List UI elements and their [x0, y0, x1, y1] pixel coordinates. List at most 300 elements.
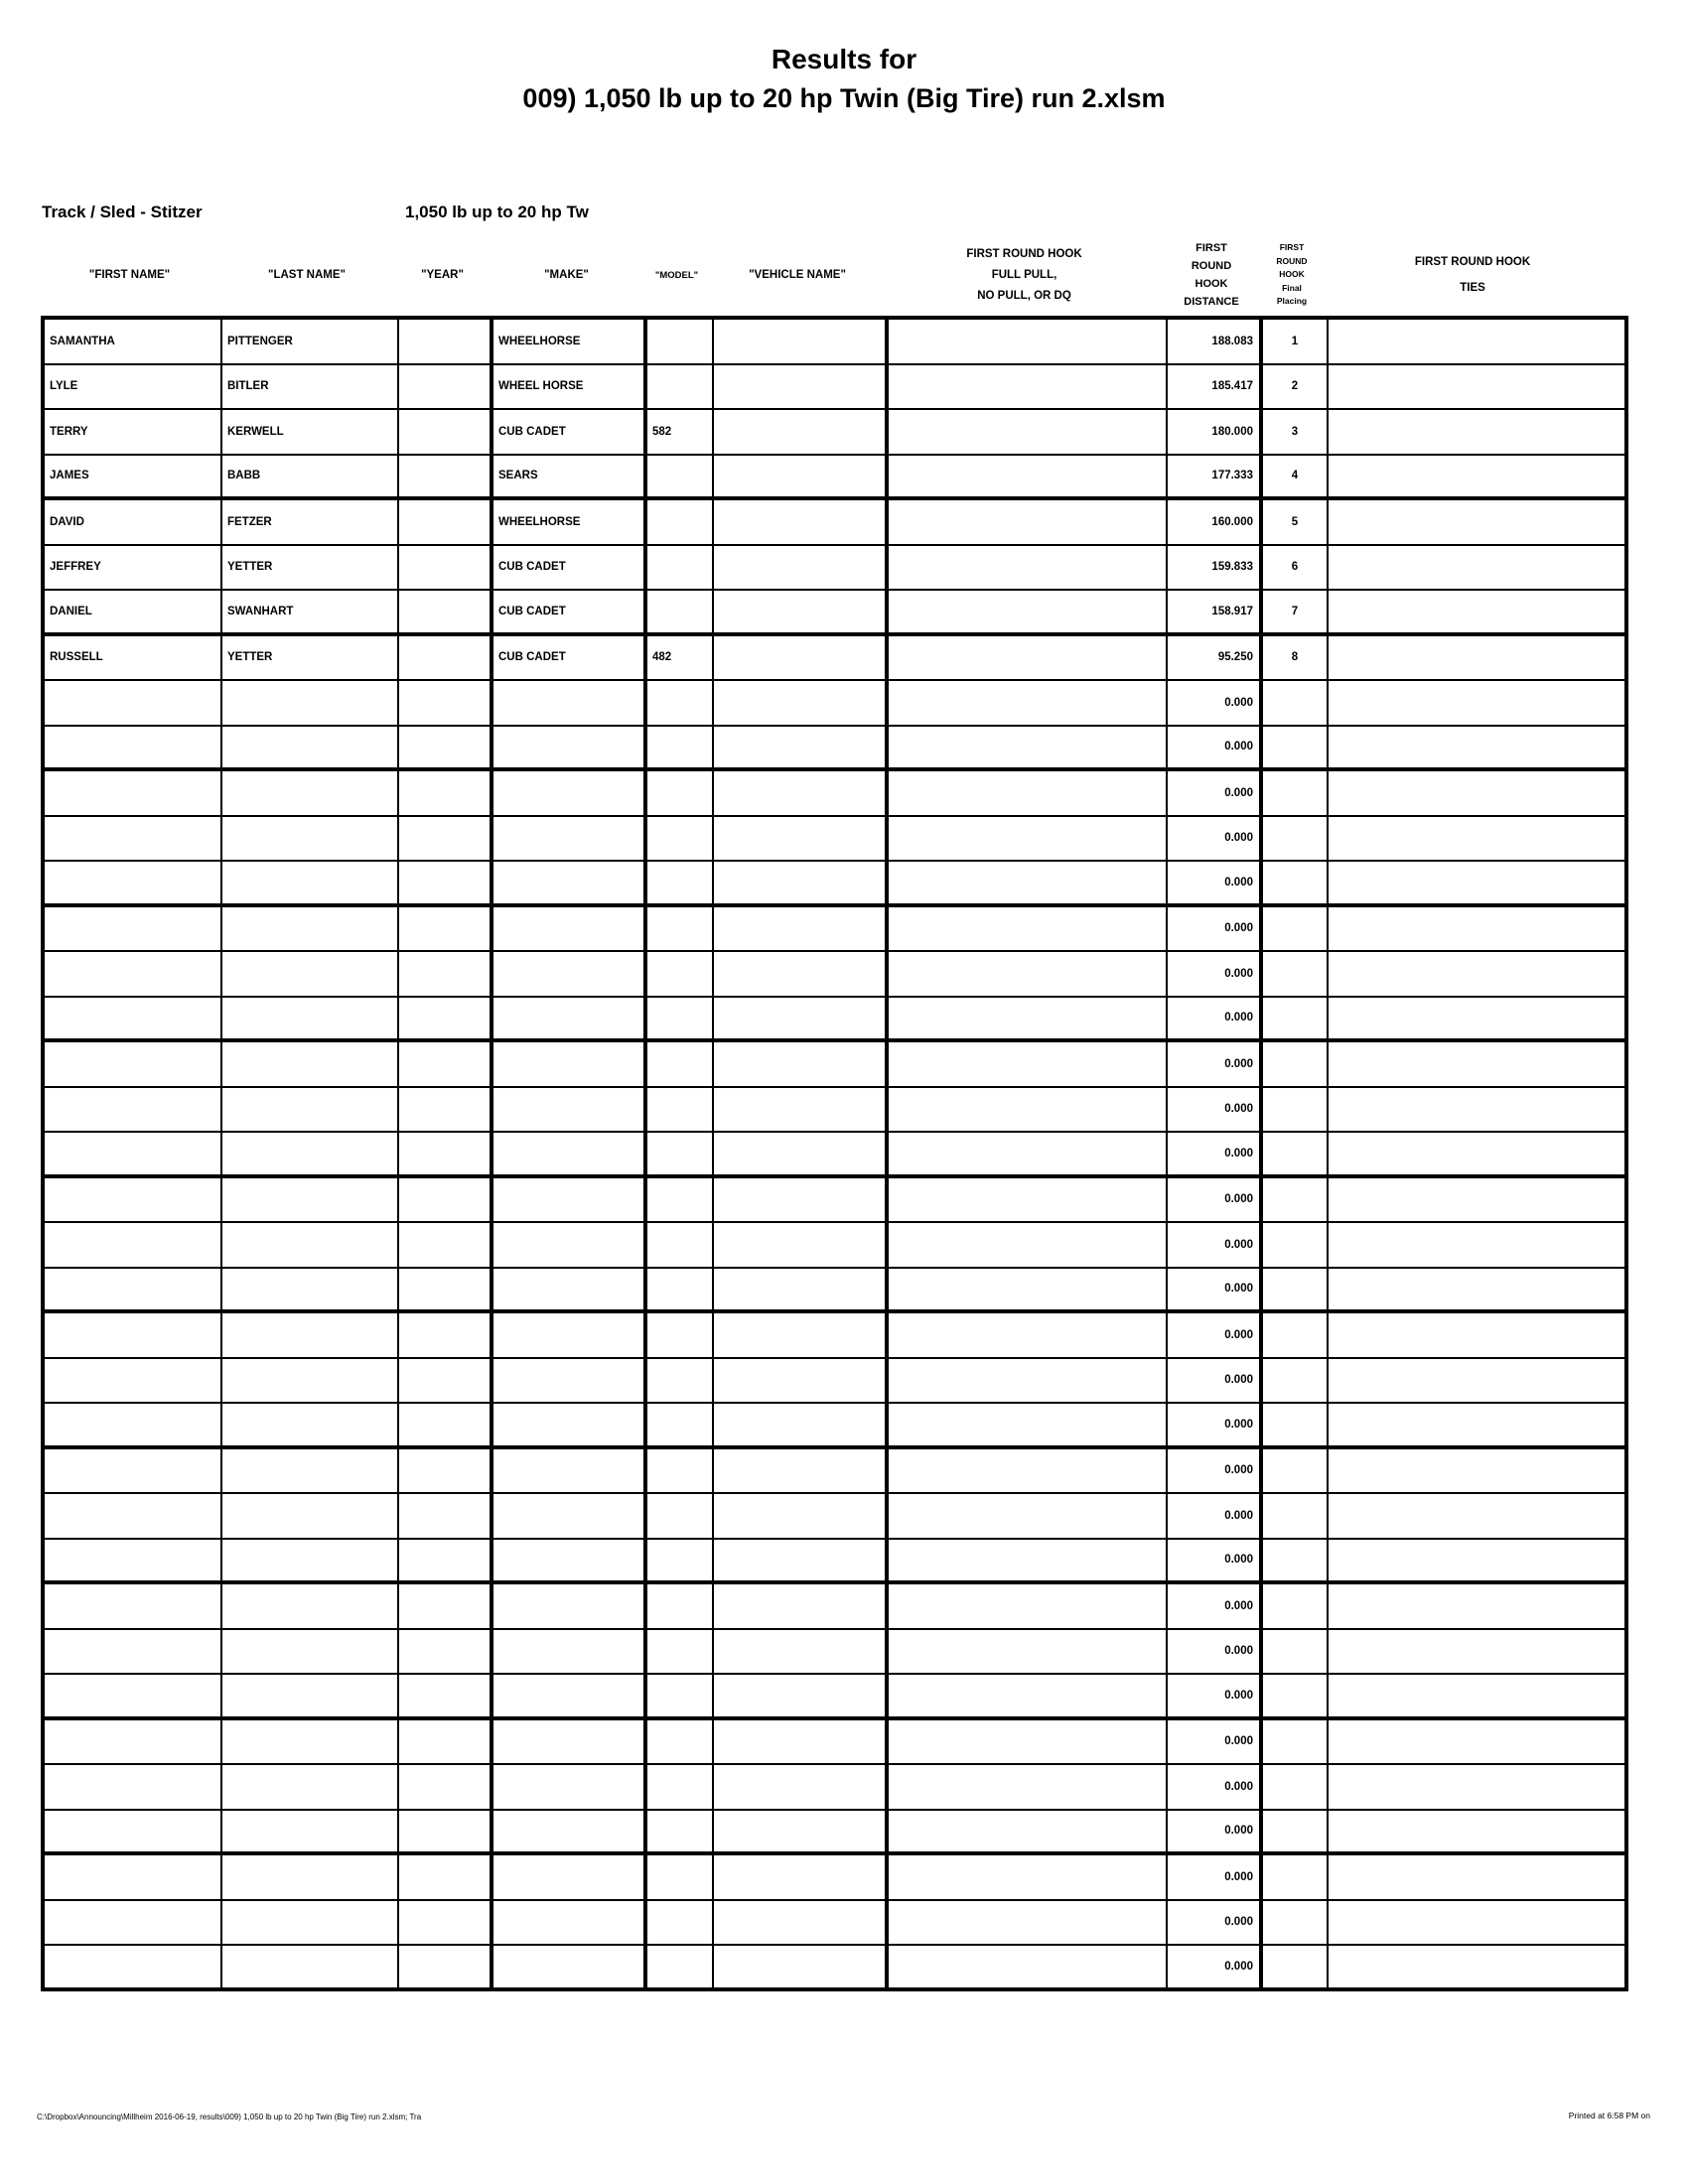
cell-distance: 0.000	[1168, 1765, 1263, 1809]
cell-year	[399, 1269, 493, 1310]
cell-placing	[1263, 1720, 1329, 1764]
cell-full-pull	[889, 365, 1168, 409]
cell-placing	[1263, 862, 1329, 903]
cell-distance: 0.000	[1168, 1178, 1263, 1222]
column-header-placing	[1259, 232, 1325, 318]
cell-year	[399, 771, 493, 815]
table-row	[45, 1630, 1624, 1676]
cell-make: WHEEL HORSE	[493, 365, 647, 409]
column-header-line: ROUND	[1276, 255, 1308, 266]
cell-year	[399, 998, 493, 1039]
cell-ties	[1329, 1855, 1624, 1899]
table-row	[45, 1811, 1624, 1856]
cell-ties	[1329, 1133, 1624, 1174]
cell-first-name	[45, 1313, 222, 1357]
cell-vehicle-name	[714, 1133, 889, 1174]
cell-last-name	[222, 817, 399, 861]
cell-placing	[1263, 727, 1329, 768]
results-table	[41, 316, 1628, 1991]
cell-first-name	[45, 1901, 222, 1945]
cell-placing	[1263, 1133, 1329, 1174]
file-title: 009) 1,050 lb up to 20 hp Twin (Big Tire) run 2.xlsm	[522, 83, 1166, 113]
cell-ties	[1329, 1269, 1624, 1310]
cell-ties	[1329, 1088, 1624, 1132]
cell-make	[493, 1811, 647, 1852]
cell-model	[647, 1946, 714, 1987]
table-header-row	[41, 232, 1620, 318]
cell-last-name	[222, 1359, 399, 1403]
cell-distance: 0.000	[1168, 1042, 1263, 1086]
cell-full-pull	[889, 410, 1168, 454]
cell-first-name	[45, 998, 222, 1039]
cell-year	[399, 1223, 493, 1267]
cell-make	[493, 1359, 647, 1403]
cell-model: 582	[647, 410, 714, 454]
cell-ties	[1329, 636, 1624, 680]
table-row	[45, 1313, 1624, 1359]
cell-model	[647, 500, 714, 544]
cell-distance: 0.000	[1168, 1584, 1263, 1628]
cell-last-name	[222, 1765, 399, 1809]
cell-distance: 177.333	[1168, 456, 1263, 497]
cell-year	[399, 681, 493, 725]
cell-model	[647, 727, 714, 768]
cell-first-name: JAMES	[45, 456, 222, 497]
cell-ties	[1329, 1404, 1624, 1445]
cell-full-pull	[889, 1088, 1168, 1132]
cell-model	[647, 907, 714, 951]
cell-vehicle-name	[714, 410, 889, 454]
table-row	[45, 998, 1624, 1043]
cell-last-name	[222, 952, 399, 996]
cell-vehicle-name	[714, 1540, 889, 1581]
cell-vehicle-name	[714, 1765, 889, 1809]
cell-year	[399, 591, 493, 632]
cell-full-pull	[889, 1133, 1168, 1174]
cell-placing: 5	[1263, 500, 1329, 544]
cell-make	[493, 1042, 647, 1086]
table-row	[45, 862, 1624, 907]
cell-vehicle-name	[714, 546, 889, 590]
cell-full-pull	[889, 320, 1168, 363]
cell-year	[399, 907, 493, 951]
cell-year	[399, 1494, 493, 1538]
cell-model	[647, 1765, 714, 1809]
cell-ties	[1329, 1630, 1624, 1674]
cell-model	[647, 1540, 714, 1581]
cell-full-pull	[889, 1223, 1168, 1267]
cell-full-pull	[889, 1855, 1168, 1899]
cell-ties	[1329, 681, 1624, 725]
cell-vehicle-name	[714, 1404, 889, 1445]
cell-first-name	[45, 1540, 222, 1581]
cell-model	[647, 1404, 714, 1445]
cell-make: WHEELHORSE	[493, 320, 647, 363]
cell-placing	[1263, 1584, 1329, 1628]
column-header-make	[490, 232, 643, 318]
cell-last-name	[222, 681, 399, 725]
cell-make	[493, 1675, 647, 1716]
cell-last-name	[222, 1449, 399, 1493]
cell-distance: 0.000	[1168, 1133, 1263, 1174]
cell-ties	[1329, 546, 1624, 590]
cell-model	[647, 1720, 714, 1764]
cell-last-name	[222, 1223, 399, 1267]
cell-last-name	[222, 862, 399, 903]
cell-make	[493, 1720, 647, 1764]
cell-year	[399, 410, 493, 454]
cell-ties	[1329, 1313, 1624, 1357]
column-header-line: "LAST NAME"	[268, 269, 346, 281]
cell-placing	[1263, 1494, 1329, 1538]
cell-full-pull	[889, 1946, 1168, 1987]
column-header-line: DISTANCE	[1184, 296, 1239, 308]
cell-year	[399, 1088, 493, 1132]
cell-placing	[1263, 1540, 1329, 1581]
cell-last-name	[222, 1675, 399, 1716]
column-header-line: FULL PULL,	[991, 268, 1057, 281]
cell-placing	[1263, 998, 1329, 1039]
cell-model	[647, 1901, 714, 1945]
cell-model	[647, 591, 714, 632]
cell-full-pull	[889, 1540, 1168, 1581]
column-header-distance	[1164, 232, 1259, 318]
cell-placing	[1263, 1359, 1329, 1403]
cell-full-pull	[889, 771, 1168, 815]
footer-printed-at: Printed at 6:58 PM on	[1568, 2111, 1650, 2120]
cell-placing	[1263, 1855, 1329, 1899]
table-row	[45, 365, 1624, 411]
cell-full-pull	[889, 1359, 1168, 1403]
cell-first-name	[45, 1449, 222, 1493]
cell-make: WHEELHORSE	[493, 500, 647, 544]
cell-last-name	[222, 1855, 399, 1899]
cell-first-name	[45, 817, 222, 861]
cell-year	[399, 365, 493, 409]
cell-ties	[1329, 1811, 1624, 1852]
cell-last-name	[222, 1901, 399, 1945]
cell-model	[647, 365, 714, 409]
cell-first-name	[45, 1223, 222, 1267]
cell-vehicle-name	[714, 1269, 889, 1310]
cell-model: 482	[647, 636, 714, 680]
cell-last-name	[222, 1088, 399, 1132]
cell-placing: 7	[1263, 591, 1329, 632]
table-row	[45, 1088, 1624, 1134]
cell-vehicle-name	[714, 320, 889, 363]
cell-last-name	[222, 1630, 399, 1674]
cell-year	[399, 862, 493, 903]
cell-full-pull	[889, 1630, 1168, 1674]
cell-vehicle-name	[714, 1584, 889, 1628]
cell-year	[399, 546, 493, 590]
cell-year	[399, 952, 493, 996]
cell-first-name: JEFFREY	[45, 546, 222, 590]
cell-distance: 0.000	[1168, 1675, 1263, 1716]
cell-distance: 0.000	[1168, 862, 1263, 903]
table-row	[45, 591, 1624, 636]
cell-vehicle-name	[714, 1901, 889, 1945]
cell-placing	[1263, 1901, 1329, 1945]
cell-model	[647, 1584, 714, 1628]
cell-vehicle-name	[714, 365, 889, 409]
cell-vehicle-name	[714, 500, 889, 544]
cell-full-pull	[889, 1313, 1168, 1357]
cell-vehicle-name	[714, 1811, 889, 1852]
cell-ties	[1329, 771, 1624, 815]
cell-vehicle-name	[714, 1449, 889, 1493]
cell-year	[399, 456, 493, 497]
cell-vehicle-name	[714, 1675, 889, 1716]
column-header-last-name	[218, 232, 395, 318]
table-row	[45, 636, 1624, 682]
cell-distance: 0.000	[1168, 1540, 1263, 1581]
cell-first-name: LYLE	[45, 365, 222, 409]
cell-distance: 158.917	[1168, 591, 1263, 632]
cell-first-name	[45, 681, 222, 725]
cell-first-name: SAMANTHA	[45, 320, 222, 363]
cell-ties	[1329, 320, 1624, 363]
table-row	[45, 1359, 1624, 1405]
table-row	[45, 1765, 1624, 1811]
cell-make	[493, 1178, 647, 1222]
cell-ties	[1329, 1720, 1624, 1764]
column-header-vehicle-name	[710, 232, 885, 318]
cell-placing: 4	[1263, 456, 1329, 497]
cell-vehicle-name	[714, 952, 889, 996]
cell-placing	[1263, 1088, 1329, 1132]
table-row	[45, 1223, 1624, 1269]
cell-ties	[1329, 1042, 1624, 1086]
column-header-line: Final	[1282, 282, 1302, 293]
cell-model	[647, 771, 714, 815]
cell-full-pull	[889, 500, 1168, 544]
cell-distance: 0.000	[1168, 1630, 1263, 1674]
cell-first-name: RUSSELL	[45, 636, 222, 680]
cell-last-name	[222, 1540, 399, 1581]
cell-year	[399, 1675, 493, 1716]
cell-first-name	[45, 1720, 222, 1764]
column-header-full-pull	[885, 232, 1164, 318]
cell-distance: 0.000	[1168, 1404, 1263, 1445]
cell-year	[399, 1133, 493, 1174]
cell-year	[399, 1042, 493, 1086]
cell-last-name	[222, 1404, 399, 1445]
cell-placing: 6	[1263, 546, 1329, 590]
cell-vehicle-name	[714, 1720, 889, 1764]
cell-distance: 0.000	[1168, 1223, 1263, 1267]
cell-first-name	[45, 1946, 222, 1987]
cell-placing	[1263, 1404, 1329, 1445]
cell-model	[647, 1269, 714, 1310]
cell-make	[493, 1540, 647, 1581]
cell-first-name	[45, 727, 222, 768]
cell-vehicle-name	[714, 862, 889, 903]
cell-make	[493, 998, 647, 1039]
cell-last-name	[222, 998, 399, 1039]
cell-make	[493, 1133, 647, 1174]
cell-ties	[1329, 998, 1624, 1039]
cell-distance: 0.000	[1168, 1901, 1263, 1945]
cell-ties	[1329, 365, 1624, 409]
cell-placing	[1263, 1630, 1329, 1674]
cell-vehicle-name	[714, 1178, 889, 1222]
cell-year	[399, 1359, 493, 1403]
cell-distance: 160.000	[1168, 500, 1263, 544]
cell-distance: 0.000	[1168, 771, 1263, 815]
cell-year	[399, 1720, 493, 1764]
column-header-line: HOOK	[1195, 278, 1228, 290]
column-header-line: FIRST	[1279, 242, 1305, 253]
cell-distance: 180.000	[1168, 410, 1263, 454]
cell-distance: 0.000	[1168, 1855, 1263, 1899]
cell-model	[647, 817, 714, 861]
cell-placing	[1263, 771, 1329, 815]
column-header-line: "VEHICLE NAME"	[749, 269, 846, 281]
column-header-first-name	[41, 232, 218, 318]
cell-vehicle-name	[714, 1223, 889, 1267]
cell-placing: 1	[1263, 320, 1329, 363]
cell-year	[399, 1811, 493, 1852]
cell-last-name: SWANHART	[222, 591, 399, 632]
cell-distance: 0.000	[1168, 1313, 1263, 1357]
cell-model	[647, 1313, 714, 1357]
cell-make	[493, 727, 647, 768]
cell-first-name	[45, 1811, 222, 1852]
cell-first-name	[45, 907, 222, 951]
cell-last-name: YETTER	[222, 636, 399, 680]
cell-last-name	[222, 1946, 399, 1987]
cell-distance: 188.083	[1168, 320, 1263, 363]
cell-vehicle-name	[714, 1359, 889, 1403]
cell-year	[399, 636, 493, 680]
column-header-ties	[1325, 232, 1620, 318]
cell-ties	[1329, 1540, 1624, 1581]
cell-year	[399, 1178, 493, 1222]
cell-full-pull	[889, 1720, 1168, 1764]
cell-ties	[1329, 410, 1624, 454]
cell-distance: 0.000	[1168, 1088, 1263, 1132]
cell-ties	[1329, 952, 1624, 996]
cell-placing	[1263, 1313, 1329, 1357]
cell-ties	[1329, 456, 1624, 497]
table-row	[45, 546, 1624, 592]
cell-year	[399, 1901, 493, 1945]
cell-model	[647, 320, 714, 363]
cell-vehicle-name	[714, 636, 889, 680]
cell-make	[493, 952, 647, 996]
cell-vehicle-name	[714, 1946, 889, 1987]
cell-full-pull	[889, 727, 1168, 768]
cell-model	[647, 1042, 714, 1086]
cell-make: SEARS	[493, 456, 647, 497]
cell-distance: 0.000	[1168, 817, 1263, 861]
cell-first-name	[45, 1133, 222, 1174]
table-row	[45, 681, 1624, 727]
table-row	[45, 817, 1624, 863]
cell-last-name	[222, 1720, 399, 1764]
cell-full-pull	[889, 1675, 1168, 1716]
cell-vehicle-name	[714, 907, 889, 951]
cell-make	[493, 1223, 647, 1267]
table-row	[45, 1178, 1624, 1224]
table-row	[45, 1901, 1624, 1947]
cell-placing	[1263, 1223, 1329, 1267]
cell-vehicle-name	[714, 1494, 889, 1538]
cell-model	[647, 1088, 714, 1132]
cell-model	[647, 998, 714, 1039]
cell-last-name	[222, 1042, 399, 1086]
cell-model	[647, 1630, 714, 1674]
table-row	[45, 1404, 1624, 1449]
cell-ties	[1329, 591, 1624, 632]
cell-make	[493, 1584, 647, 1628]
table-row	[45, 1540, 1624, 1585]
cell-model	[647, 1359, 714, 1403]
cell-model	[647, 952, 714, 996]
class-name-label: 1,050 lb up to 20 hp Tw	[405, 203, 589, 221]
cell-make	[493, 1313, 647, 1357]
cell-make	[493, 1494, 647, 1538]
cell-ties	[1329, 907, 1624, 951]
cell-first-name	[45, 771, 222, 815]
cell-ties	[1329, 1901, 1624, 1945]
table-row	[45, 1720, 1624, 1766]
cell-full-pull	[889, 681, 1168, 725]
table-row	[45, 1133, 1624, 1178]
cell-first-name	[45, 1404, 222, 1445]
page-title: Results for	[771, 44, 917, 74]
table-row	[45, 1675, 1624, 1720]
cell-model	[647, 456, 714, 497]
cell-last-name	[222, 1269, 399, 1310]
cell-ties	[1329, 1494, 1624, 1538]
cell-model	[647, 1178, 714, 1222]
cell-first-name: TERRY	[45, 410, 222, 454]
cell-year	[399, 1855, 493, 1899]
cell-year	[399, 1540, 493, 1581]
cell-placing	[1263, 1675, 1329, 1716]
cell-vehicle-name	[714, 727, 889, 768]
cell-ties	[1329, 862, 1624, 903]
cell-vehicle-name	[714, 1088, 889, 1132]
cell-full-pull	[889, 636, 1168, 680]
cell-vehicle-name	[714, 1042, 889, 1086]
cell-last-name: BITLER	[222, 365, 399, 409]
cell-placing	[1263, 1946, 1329, 1987]
cell-last-name	[222, 907, 399, 951]
table-row	[45, 907, 1624, 953]
cell-placing	[1263, 1042, 1329, 1086]
cell-last-name	[222, 727, 399, 768]
cell-make: CUB CADET	[493, 410, 647, 454]
column-header-line: "FIRST NAME"	[88, 269, 171, 281]
cell-year	[399, 1313, 493, 1357]
cell-ties	[1329, 1178, 1624, 1222]
cell-distance: 185.417	[1168, 365, 1263, 409]
cell-make	[493, 1765, 647, 1809]
cell-first-name	[45, 1088, 222, 1132]
cell-model	[647, 681, 714, 725]
cell-year	[399, 1946, 493, 1987]
cell-last-name: PITTENGER	[222, 320, 399, 363]
column-header-line: Placing	[1276, 296, 1308, 307]
cell-placing	[1263, 952, 1329, 996]
cell-last-name	[222, 1494, 399, 1538]
cell-ties	[1329, 1359, 1624, 1403]
cell-ties	[1329, 1675, 1624, 1716]
cell-make: CUB CADET	[493, 636, 647, 680]
